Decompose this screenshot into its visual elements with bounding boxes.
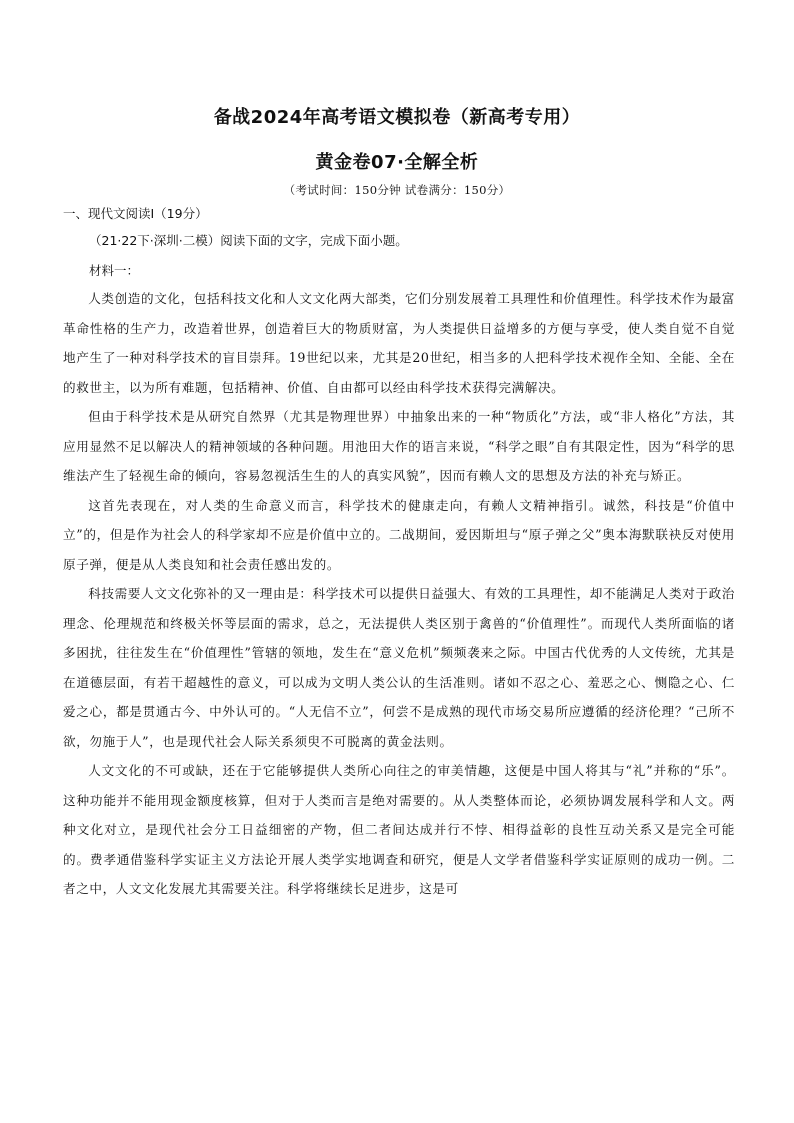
document-subtitle: 黄金卷07·全解全析: [315, 152, 479, 173]
paragraph-3: 这首先表现在，对人类的生命意义而言，科学技术的健康走向，有赖人文精神指引。诚然，科技是“价值中立”的，但是作为社会人的科学家却不应是价值中立的。二战期间，爱因斯坦与“原子弹之父”奥本海默联袂反对使用原子弹，便是从人类良知和社会责任感出发的。: [63, 497, 735, 572]
paragraph-1: 人类创造的文化，包括科技文化和人文文化两大部类，它们分别发展着工具理性和价值理性。科学技术作为最富革命性格的生产力，改造着世界，创造着巨大的物质财富，为人类提供日益增多的方便与享受，使人类自觉不自觉地产生了一种对科学技术的盲目崇拜。19世纪以来，尤其是20世纪，相当多的人把科学技术视作全知、全能、全在的救世主，以为所有难题，包括精神、价值、自由都可以经由科学技术获得完满解决。: [63, 291, 735, 395]
paragraph-5: 人文文化的不可或缺，还在于它能够提供人类所心向往之的审美情趣，这便是中国人将其与“礼”并称的“乐”。这种功能并不能用现金额度核算，但对于人类而言是绝对需要的。从人类整体而论，必须协调发展科学和人文。两种文化对立，是现代社会分工日益细密的产物，但二者间达成并行不悖、相得益彰的良性互动关系又是完全可能的。费孝通借鉴科学实证主义方法论开展人类学实地调查和研究，便是人文学者借鉴科学实证原则的成功一例。二者之中，人文文化发展尤其需要关注。科学将继续长足进步，这是可: [63, 763, 735, 896]
article-body: [63, 284, 735, 904]
section-heading: 一、现代文阅读Ⅰ（19分）: [63, 206, 208, 221]
exam-info: （考试时间：150分钟 试卷满分：150分）: [283, 183, 511, 197]
paragraph-2: 但由于科学技术是从研究自然界（尤其是物理世界）中抽象出来的一种“物质化”方法，或“非人格化”方法，其应用显然不足以解决人的精神领域的各种问题。用池田大作的语言来说，“科学之眼”自有其限定性，因为“科学的思维法产生了轻视生命的倾向，容易忽视活生生的人的真实风貌”，因而有赖人文的思想及方法的补充与矫正。: [63, 409, 735, 483]
paragraph-4: 科技需要人文文化弥补的又一理由是：科学技术可以提供日益强大、有效的工具理性，却不能满足人类对于政治理念、伦理规范和终极关怀等层面的需求，总之，无法提供人类区别于禽兽的“价值理性”。而现代人类所面临的诸多困扰，往往发生在“价值理性”管辖的领地，发生在“意义危机”频频袭来之际。中国古代优秀的人文传统，尤其是在道德层面，有若干超越性的意义，可以成为文明人类公认的生活准则。诸如不忍之心、羞恶之心、恻隐之心、仁爱之心，都是贯通古今、中外认可的。“人无信不立”，何尝不是成熟的现代市场交易所应遵循的经济伦理？“己所不欲，勿施于人”，也是现代社会人际关系须臾不可脱离的黄金法则。: [63, 586, 735, 749]
document-title: 备战2024年高考语文模拟卷（新高考专用）: [213, 107, 581, 128]
reading-instruction: （21·22下·深圳·二模）阅读下面的文字，完成下面小题。: [89, 233, 408, 248]
material-label: 材料一：: [89, 263, 140, 278]
